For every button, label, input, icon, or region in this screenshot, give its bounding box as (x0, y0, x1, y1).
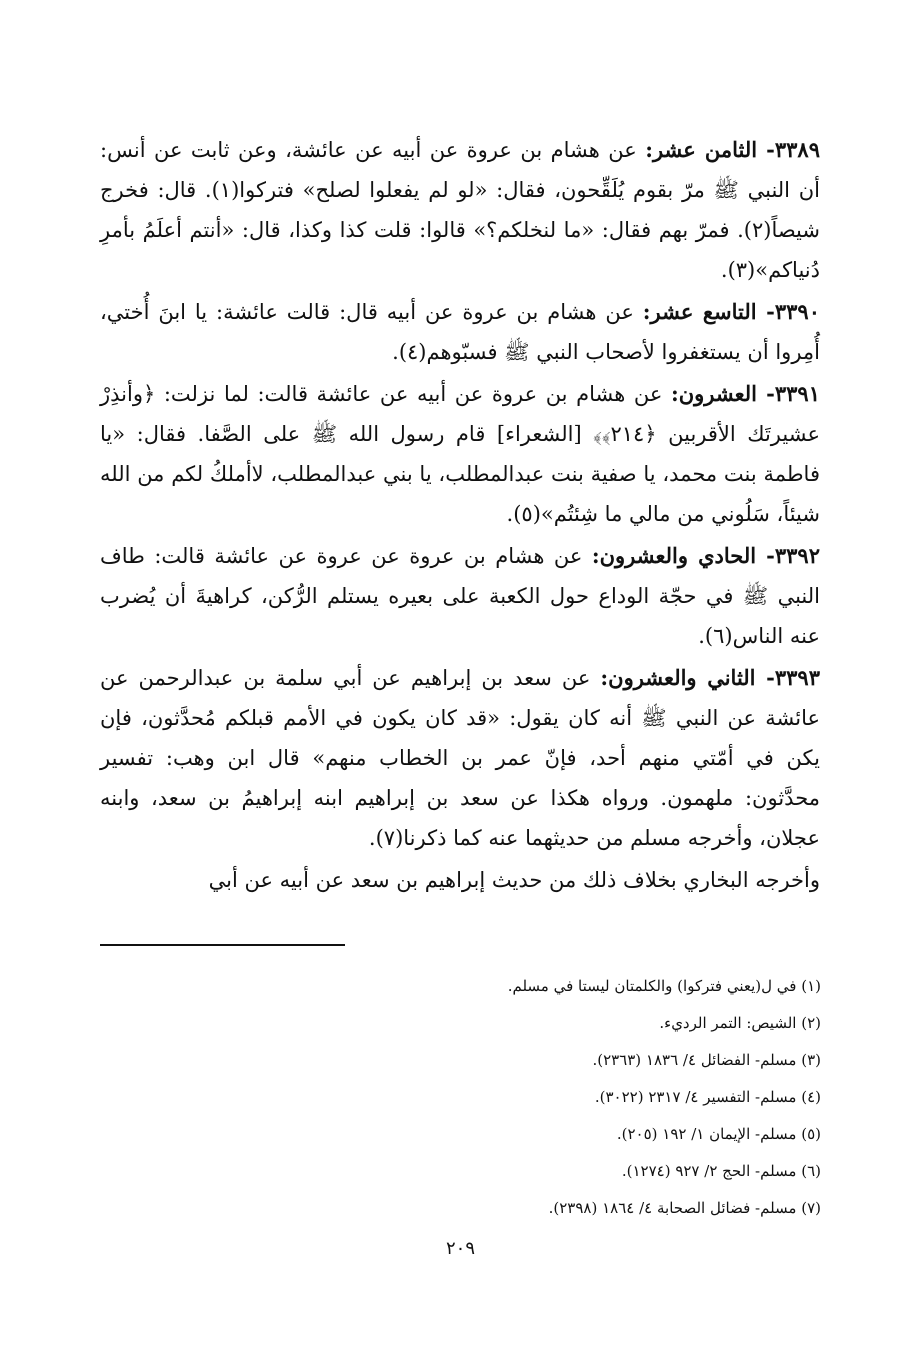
hadith-entry (100, 130, 820, 290)
footnote: (٦) مسلم- الحج ٢/ ٩٢٧ (١٢٧٤). (621, 1162, 821, 1180)
hadith-title: - الحادي والعشرون: (591, 543, 775, 568)
continuation-paragraph (100, 860, 820, 900)
footnote: (٤) مسلم- التفسير ٤/ ٢٣١٧ (٣٠٢٢). (594, 1088, 821, 1106)
hadith-title: - التاسع عشر: (642, 299, 775, 324)
hadith-number: ٣٣٩٢ (774, 543, 820, 568)
hadith-text: عن هشام بن عروة عن أبيه قال: قالت عائشة: يا ابنَ أُختي، أُمِروا أن يستغفروا لأصحاب النبي ﷺ فسبّوهم(٤). (100, 300, 820, 364)
hadith-number: ٣٣٨٩ (774, 137, 820, 162)
hadith-number: ٣٣٩٣ (774, 665, 820, 690)
hadith-entry (100, 374, 820, 534)
footnote: (٣) مسلم- الفضائل ٤/ ١٨٣٦ (٢٣٦٣). (592, 1051, 821, 1069)
footnote: (١) في ل(يعني فتركوا) والكلمتان ليستا في مسلم. (507, 977, 821, 995)
hadith-title: - الثاني والعشرون: (600, 665, 775, 690)
hadith-text: وأخرجه البخاري بخلاف ذلك من حديث إبراهيم بن سعد عن أبيه عن أبي (208, 868, 820, 892)
hadith-text: عن هشام بن عروة عن أبيه عن عائشة قالت: لما نزلت: ﴿وأنذِرْ عشيرتَك الأقربين ﴿٢١٤﴾﴾ [الشعراء] قام رسول الله ﷺ على الصَّفا. فقال: «يا فاطمة بنت محمد، يا صفية بنت عبدالمطلب، يا بني عبدالمطلب، لاأملكُ لكم من الله شيئاً، سَلُوني من مالي ما شِئتُم»(٥). (100, 382, 820, 526)
hadith-text: عن هشام بن عروة عن عروة عن عائشة قالت: طاف النبي ﷺ في حجّة الوداع حول الكعبة على بعيره يستلم الرُّكن، كراهيةَ أن يُضرب عنه الناس(٦). (100, 544, 820, 648)
hadith-title: - الثامن عشر: (645, 137, 775, 162)
footnote-divider (100, 944, 345, 946)
hadith-entry (100, 536, 820, 656)
hadith-text: عن سعد بن إبراهيم عن أبي سلمة بن عبدالرحمن عن عائشة عن النبي ﷺ أنه كان يقول: «قد كان يكون في الأمم قبلكم مُحدَّثون، فإن يكن في أمّتي منهم أحد، فإنّ عمر بن الخطاب منهم» قال ابن وهب: تفسير محدَّثون: ملهمون. ورواه هكذا عن سعد بن إبراهيم ابنه إبراهيمُ بن سعد، وابنه عجلان، وأخرجه مسلم من حديثهما عنه كما ذكرنا(٧). (100, 666, 820, 850)
hadith-text: عن هشام بن عروة عن أبيه عن عائشة، وعن ثابت عن أنس: أن النبي ﷺ مرّ بقوم يُلَقِّحون، فقال: «لو لم يفعلوا لصلح» فتركوا(١). قال: فخرج شيصاً(٢). فمرّ بهم فقال: «ما لنخلكم؟» قالوا: قلت كذا وكذا، قال: «أنتم أعلَمُ بأمرِ دُنياكم»(٣). (100, 138, 820, 282)
footnote: (٥) مسلم- الإيمان ١/ ١٩٢ (٢٠٥). (616, 1125, 821, 1143)
hadith-number: ٣٣٩١ (774, 381, 820, 406)
hadith-number: ٣٣٩٠ (774, 299, 820, 324)
hadith-title: - العشرون: (670, 381, 775, 406)
hadith-entry (100, 292, 820, 372)
page-number: ٢٠٩ (445, 1238, 475, 1259)
hadith-entry (100, 658, 820, 858)
footnote: (٢) الشيص: التمر الرديء. (659, 1014, 821, 1032)
main-text (100, 130, 820, 902)
footnotes (330, 968, 821, 1227)
footnote: (٧) مسلم- فضائل الصحابة ٤/ ١٨٦٤ (٢٣٩٨). (548, 1199, 821, 1217)
